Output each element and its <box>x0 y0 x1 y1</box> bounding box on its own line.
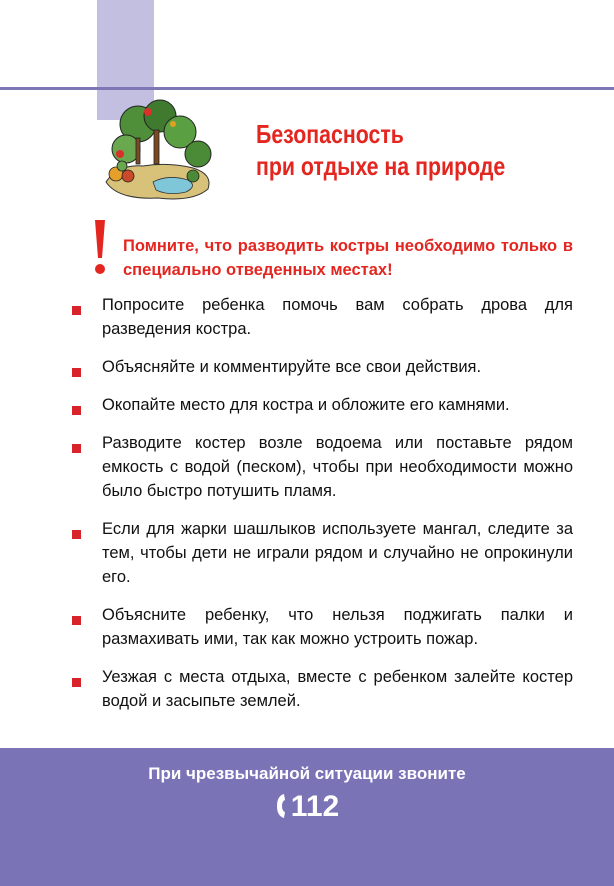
warning-text: Помните, что разводить костры необходимо только в специально отведенных местах! <box>123 237 573 279</box>
emergency-footer <box>0 748 614 886</box>
tips-list <box>72 293 573 727</box>
list-item <box>72 393 573 417</box>
emergency-phone <box>0 790 614 824</box>
list-item <box>72 603 573 651</box>
list-item-text: Окопайте место для костра и обложите его камнями. <box>102 396 510 414</box>
bullet-square-icon <box>72 530 81 539</box>
list-item-text: Уезжая с места отдыха, вместе с ребенком залейте костер водой и засыпьте землей. <box>102 668 573 710</box>
list-item-text: Если для жарки шашлыков используете мангал, следите за тем, чтобы дети не играли рядом и случайно не опрокинули его. <box>102 520 573 586</box>
list-item <box>72 517 573 589</box>
footer-text: При чрезвычайной ситуации звоните <box>148 764 466 783</box>
bullet-square-icon <box>72 444 81 453</box>
list-item-text: Объясните ребенку, что нельзя поджигать палки и размахивать ими, так как можно устроить пожар. <box>102 606 573 648</box>
list-item <box>72 355 573 379</box>
list-item-text: Объясняйте и комментируйте все свои действия. <box>102 358 482 376</box>
list-item <box>72 431 573 503</box>
exclamation-icon <box>90 218 110 278</box>
phone-icon <box>275 793 287 819</box>
list-item <box>72 665 573 713</box>
title-line-2: при отдыхе на природе <box>256 151 506 181</box>
list-item-text: Попросите ребенка помочь вам собрать дрова для разведения костра. <box>102 296 573 338</box>
bullet-square-icon <box>72 406 81 415</box>
bullet-square-icon <box>72 368 81 377</box>
page-title <box>256 118 505 182</box>
title-line-1: Безопасность <box>256 119 404 149</box>
list-item-text: Разводите костер возле водоема или поставьте рядом емкость с водой (песком), чтобы при необходимости можно было быстро потушить пламя. <box>102 434 573 500</box>
bullet-square-icon <box>72 678 81 687</box>
list-item <box>72 293 573 341</box>
nature-scene-icon <box>98 94 218 204</box>
top-divider <box>0 87 614 90</box>
bullet-square-icon <box>72 616 81 625</box>
emergency-number: 112 <box>290 790 340 823</box>
bullet-square-icon <box>72 306 81 315</box>
